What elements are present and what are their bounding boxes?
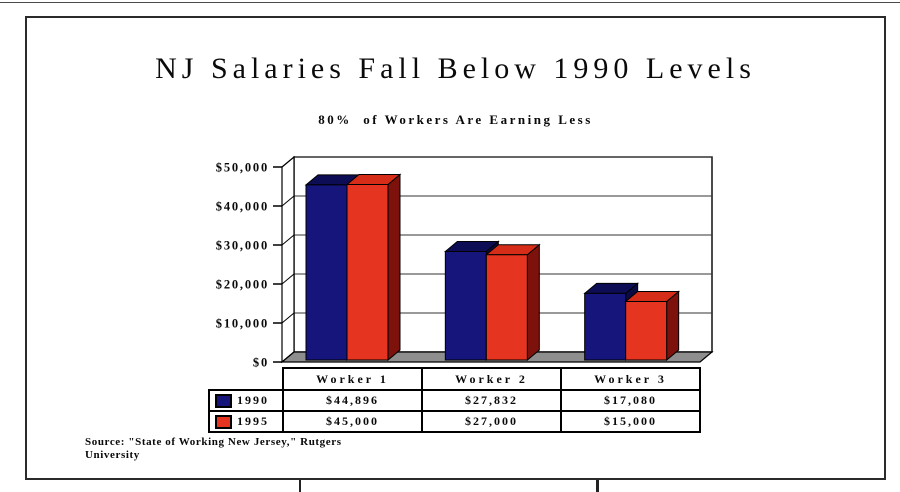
y-axis-label: $20,000 xyxy=(215,277,269,292)
bottom-tick-right xyxy=(596,480,599,492)
bar-side xyxy=(667,292,679,361)
table-corner-cell xyxy=(209,368,283,390)
data-table xyxy=(208,367,701,433)
source-line-2: University xyxy=(85,449,140,461)
table-header-worker-3: Worker 3 xyxy=(561,368,700,390)
bar-front xyxy=(347,185,388,361)
y-axis-label: $40,000 xyxy=(215,199,269,214)
table-cell: $17,080 xyxy=(561,390,700,411)
bar-front xyxy=(585,293,626,360)
source-note xyxy=(85,436,342,462)
source-line-1: Source: "State of Working New Jersey," Rutgers xyxy=(85,436,342,448)
legend-swatch-1990 xyxy=(215,394,232,408)
table-cell: $44,896 xyxy=(283,390,422,411)
table-cell: $15,000 xyxy=(561,411,700,432)
y-axis-label: $0 xyxy=(252,355,269,370)
table-cell: $27,832 xyxy=(422,390,561,411)
table-header-worker-1: Worker 1 xyxy=(283,368,422,390)
chart-left-wall xyxy=(282,157,294,362)
legend-cell-1990 xyxy=(209,390,283,411)
table-row-1995 xyxy=(209,411,700,432)
bar-front xyxy=(486,255,527,360)
bar-front xyxy=(626,302,667,361)
bar-side xyxy=(388,175,400,361)
table-row-1990 xyxy=(209,390,700,411)
bar-1995-worker-3 xyxy=(626,292,679,361)
bar-front xyxy=(306,185,347,360)
bar-1995-worker-2 xyxy=(486,245,539,360)
bar-side xyxy=(527,245,539,360)
chart-subtitle: 80% of Workers Are Earning Less xyxy=(318,112,593,127)
y-axis-label: $30,000 xyxy=(215,238,269,253)
table-cell: $27,000 xyxy=(422,411,561,432)
table-header-worker-2: Worker 2 xyxy=(422,368,561,390)
legend-label-1990: 1990 xyxy=(237,393,269,407)
legend-cell-1995 xyxy=(209,411,283,432)
bar-front xyxy=(445,251,486,360)
table-header-row xyxy=(209,368,700,390)
chart-title: NJ Salaries Fall Below 1990 Levels xyxy=(155,52,756,85)
legend-label-1995: 1995 xyxy=(237,414,269,428)
y-axis-label: $50,000 xyxy=(215,160,269,175)
legend-swatch-1995 xyxy=(215,415,232,429)
y-axis-label: $10,000 xyxy=(215,316,269,331)
bottom-tick-left xyxy=(299,480,301,492)
bar-1995-worker-1 xyxy=(347,175,400,361)
table-cell: $45,000 xyxy=(283,411,422,432)
